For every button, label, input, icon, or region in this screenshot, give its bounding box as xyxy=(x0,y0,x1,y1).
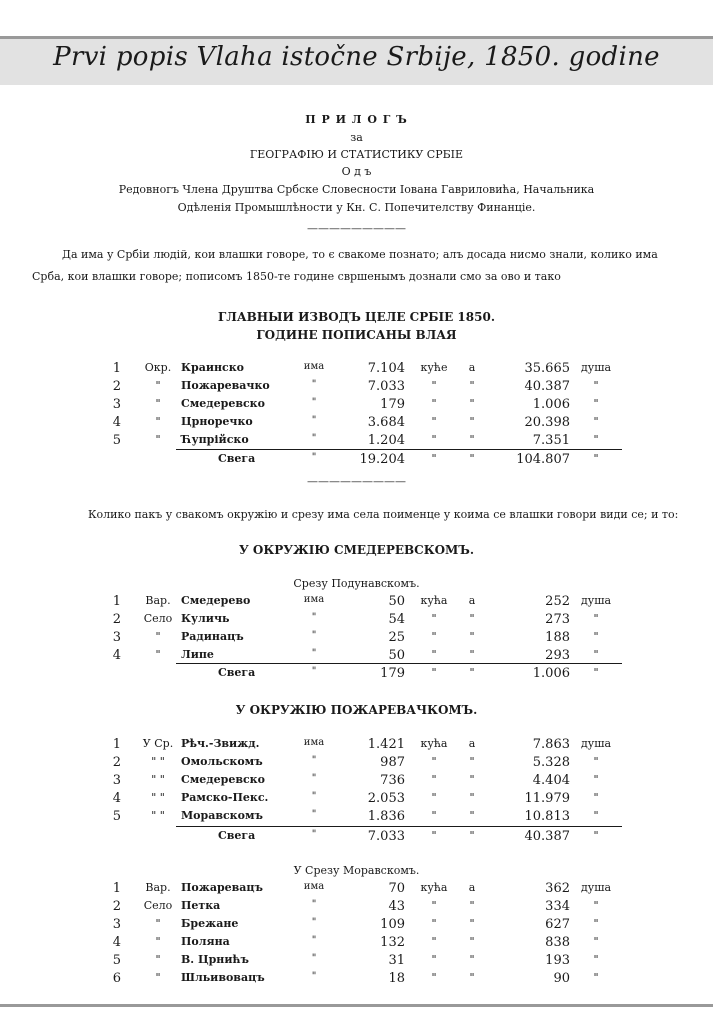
total-ima: " xyxy=(311,452,317,463)
heading-za: за xyxy=(350,131,363,144)
summary-title-2: ГОДИНЕ ПОПИСАНЫ ВЛАЯ xyxy=(256,328,457,342)
row-dusa: душа xyxy=(580,737,612,750)
table-row xyxy=(0,612,713,629)
row-kuce: " xyxy=(431,433,437,446)
row-number: 4 xyxy=(112,415,121,430)
row-kuce: " xyxy=(431,917,437,930)
table-row xyxy=(0,881,713,898)
row-kuce: " xyxy=(431,755,437,768)
row-kuce: " xyxy=(431,397,437,410)
row-souls: 273 xyxy=(545,612,570,627)
row-type: " " xyxy=(151,755,165,768)
row-number: 3 xyxy=(112,773,121,788)
row-houses: 1.836 xyxy=(367,809,405,824)
total-label: Свега xyxy=(218,829,256,842)
intro-line-2: Срба, кои влашки говоре; пописомъ 1850-те године свршенымъ дознали смо за ово и тако xyxy=(32,270,561,283)
row-name: Црноречко xyxy=(181,415,253,428)
heading-rule: ————————— xyxy=(307,222,406,235)
row-houses: 25 xyxy=(388,630,405,645)
row-kuce: " xyxy=(431,953,437,966)
row-type: " xyxy=(155,935,161,948)
row-kuce: " xyxy=(431,791,437,804)
row-dusa: " xyxy=(593,648,599,661)
pozarevac-total-rule xyxy=(176,826,622,827)
row-ima: " xyxy=(311,791,317,802)
pozarevac-total-row xyxy=(0,829,713,846)
row-souls: 11.979 xyxy=(524,791,570,806)
row-houses: 987 xyxy=(380,755,405,770)
row-a: " xyxy=(469,397,475,410)
row-kuce: " xyxy=(431,415,437,428)
row-type: " xyxy=(155,971,161,984)
smederevo-total-row xyxy=(0,666,713,683)
row-name: Липе xyxy=(181,648,214,661)
row-number: 5 xyxy=(112,433,121,448)
row-type: " xyxy=(155,433,161,446)
row-number: 5 xyxy=(112,809,121,824)
row-type: Село xyxy=(143,612,173,625)
row-a: " xyxy=(469,791,475,804)
row-kuce: куће xyxy=(420,361,448,374)
row-dusa: " xyxy=(593,755,599,768)
total-houses: 19.204 xyxy=(359,452,405,467)
row-dusa: " xyxy=(593,433,599,446)
row-name: Рѣч.-Звижд. xyxy=(181,737,260,750)
row-a: а xyxy=(468,737,476,750)
row-dusa: " xyxy=(593,917,599,930)
row-souls: 627 xyxy=(545,917,570,932)
row-name: Поляна xyxy=(181,935,230,948)
table-row xyxy=(0,630,713,647)
row-a: а xyxy=(468,361,476,374)
row-dusa: " xyxy=(593,935,599,948)
row-houses: 736 xyxy=(380,773,405,788)
row-souls: 252 xyxy=(545,594,570,609)
row-souls: 4.404 xyxy=(532,773,570,788)
row-number: 3 xyxy=(112,397,121,412)
table-row xyxy=(0,809,713,826)
row-number: 6 xyxy=(112,971,121,986)
page-header-title: Prvi popis Vlaha istočne Srbije, 1850. godine xyxy=(53,42,660,72)
row-dusa: " xyxy=(593,791,599,804)
row-dusa: " xyxy=(593,379,599,392)
row-houses: 7.104 xyxy=(367,361,405,376)
row-souls: 838 xyxy=(545,935,570,950)
row-name: Ћупрійско xyxy=(181,433,249,446)
row-dusa: душа xyxy=(580,594,612,607)
row-type: " xyxy=(155,917,161,930)
total-souls: 40.387 xyxy=(524,829,570,844)
row-ima: има xyxy=(303,881,325,892)
row-a: " xyxy=(469,433,475,446)
row-a: " xyxy=(469,648,475,661)
table-row xyxy=(0,935,713,952)
row-kuce: " xyxy=(431,773,437,786)
table-row xyxy=(0,791,713,808)
row-a: " xyxy=(469,755,475,768)
row-kuce: кућа xyxy=(420,737,448,750)
row-ima: има xyxy=(303,737,325,748)
row-houses: 54 xyxy=(388,612,405,627)
row-souls: 35.665 xyxy=(524,361,570,376)
row-kuce: " xyxy=(431,935,437,948)
heading-od: О д ъ xyxy=(341,165,372,178)
row-type: " xyxy=(155,630,161,643)
row-type: Село xyxy=(143,899,173,912)
row-type: " " xyxy=(151,791,165,804)
row-souls: 40.387 xyxy=(524,379,570,394)
row-houses: 179 xyxy=(380,397,405,412)
table-row xyxy=(0,361,713,378)
table-row xyxy=(0,917,713,934)
row-houses: 50 xyxy=(388,648,405,663)
row-ima: " xyxy=(311,917,317,928)
row-name: Рамско-Пекс. xyxy=(181,791,269,804)
row-kuce: " xyxy=(431,630,437,643)
row-dusa: " xyxy=(593,773,599,786)
row-dusa: " xyxy=(593,630,599,643)
row-souls: 362 xyxy=(545,881,570,896)
row-a: а xyxy=(468,594,476,607)
summary-title-1: ГЛАВНЫИ ИЗВОДЪ ЦЕЛЕ СРБІЕ 1850. xyxy=(217,310,496,324)
row-souls: 7.351 xyxy=(532,433,570,448)
smederevo-title: У ОКРУЖІЮ СМЕДЕРЕВСКОМЪ. xyxy=(239,543,474,557)
row-dusa: душа xyxy=(580,881,612,894)
row-dusa: " xyxy=(593,612,599,625)
row-kuce: " xyxy=(431,899,437,912)
row-a: " xyxy=(469,612,475,625)
row-number: 4 xyxy=(112,791,121,806)
total-kuce: " xyxy=(431,452,437,465)
table-row xyxy=(0,433,713,450)
total-label: Свега xyxy=(218,666,256,679)
table-row xyxy=(0,971,713,988)
row-ima: " xyxy=(311,773,317,784)
row-name: Пожаревачко xyxy=(181,379,270,392)
row-name: Пожаревацъ xyxy=(181,881,263,894)
row-houses: 1.204 xyxy=(367,433,405,448)
row-number: 3 xyxy=(112,917,121,932)
row-houses: 132 xyxy=(380,935,405,950)
row-type: У Ср. xyxy=(142,737,174,750)
row-type: Вар. xyxy=(145,881,171,894)
row-souls: 90 xyxy=(553,971,570,986)
row-ima: " xyxy=(311,379,317,390)
row-ima: " xyxy=(311,612,317,623)
summary-total-rule xyxy=(176,449,622,450)
table-row xyxy=(0,415,713,432)
total-souls: 1.006 xyxy=(532,666,570,681)
row-name: Краинско xyxy=(181,361,245,374)
row-a: " xyxy=(469,773,475,786)
row-number: 2 xyxy=(112,899,121,914)
row-a: " xyxy=(469,379,475,392)
row-name: Радинацъ xyxy=(181,630,244,643)
row-ima: " xyxy=(311,433,317,444)
table-row xyxy=(0,397,713,414)
summary-rule: ————————— xyxy=(307,475,406,488)
row-ima: " xyxy=(311,630,317,641)
total-ima: " xyxy=(311,666,317,677)
total-dusa: " xyxy=(593,452,599,465)
row-name: В. Црнићъ xyxy=(181,953,249,966)
pozarevac-title: У ОКРУЖІЮ ПОЖАРЕВАЧКОМЪ. xyxy=(235,703,478,717)
total-a: " xyxy=(469,666,475,679)
morava-subtitle: У Срезу Моравскомъ. xyxy=(293,864,420,877)
row-number: 1 xyxy=(112,737,121,752)
row-number: 4 xyxy=(112,935,121,950)
row-kuce: кућа xyxy=(420,594,448,607)
row-dusa: " xyxy=(593,397,599,410)
row-dusa: " xyxy=(593,953,599,966)
row-souls: 7.863 xyxy=(532,737,570,752)
bottom-rule xyxy=(0,1004,713,1007)
row-number: 3 xyxy=(112,630,121,645)
row-souls: 193 xyxy=(545,953,570,968)
summary-total-row xyxy=(0,452,713,469)
row-a: а xyxy=(468,881,476,894)
intro-line-1: Да има у Србіи людій, кои влашки говоре, то є свакоме познато; алъ досада нисмо знали, колико има xyxy=(62,248,658,261)
row-name: Смедеревско xyxy=(181,397,265,410)
heading-geografia: ГЕОГРАФІЮ И СТАТИСТИКУ СРБІЕ xyxy=(249,148,464,161)
table-row xyxy=(0,953,713,970)
row-kuce: кућа xyxy=(420,881,448,894)
row-type: " " xyxy=(151,773,165,786)
row-souls: 10.813 xyxy=(524,809,570,824)
row-type: " xyxy=(155,415,161,428)
row-houses: 7.033 xyxy=(367,379,405,394)
row-ima: " xyxy=(311,899,317,910)
total-kuce: " xyxy=(431,829,437,842)
row-number: 2 xyxy=(112,755,121,770)
total-souls: 104.807 xyxy=(516,452,570,467)
total-a: " xyxy=(469,452,475,465)
row-dusa: " xyxy=(593,971,599,984)
row-ima: " xyxy=(311,397,317,408)
row-number: 1 xyxy=(112,594,121,609)
row-houses: 1.421 xyxy=(367,737,405,752)
table-row xyxy=(0,899,713,916)
total-a: " xyxy=(469,829,475,842)
row-dusa: душа xyxy=(580,361,612,374)
heading-department: Одѣленія Промышлѣности у Кн. С. Попечителству Финанціе. xyxy=(177,201,536,214)
row-type: Вар. xyxy=(145,594,171,607)
total-dusa: " xyxy=(593,666,599,679)
row-a: " xyxy=(469,917,475,930)
table-row xyxy=(0,379,713,396)
row-souls: 5.328 xyxy=(532,755,570,770)
total-houses: 7.033 xyxy=(367,829,405,844)
row-ima: " xyxy=(311,415,317,426)
row-name: Моравскомъ xyxy=(181,809,263,822)
row-ima: " xyxy=(311,755,317,766)
row-type: " xyxy=(155,379,161,392)
row-dusa: " xyxy=(593,809,599,822)
heading-prilog: П Р И Л О Г Ъ xyxy=(305,113,408,126)
row-name: Куличь xyxy=(181,612,230,625)
row-type: Окр. xyxy=(144,361,172,374)
row-name: Брежане xyxy=(181,917,239,930)
smederevo-total-rule xyxy=(176,663,622,664)
table-row xyxy=(0,594,713,611)
row-kuce: " xyxy=(431,379,437,392)
row-kuce: " xyxy=(431,612,437,625)
row-number: 1 xyxy=(112,881,121,896)
row-dusa: " xyxy=(593,415,599,428)
row-ima: " xyxy=(311,935,317,946)
row-kuce: " xyxy=(431,809,437,822)
row-houses: 31 xyxy=(388,953,405,968)
row-kuce: " xyxy=(431,971,437,984)
row-houses: 50 xyxy=(388,594,405,609)
row-number: 4 xyxy=(112,648,121,663)
row-a: " xyxy=(469,935,475,948)
row-name: Омольскомъ xyxy=(181,755,263,768)
table-row xyxy=(0,755,713,772)
total-dusa: " xyxy=(593,829,599,842)
row-name: Петка xyxy=(181,899,221,912)
row-ima: " xyxy=(311,953,317,964)
row-houses: 70 xyxy=(388,881,405,896)
row-souls: 188 xyxy=(545,630,570,645)
row-dusa: " xyxy=(593,899,599,912)
row-houses: 43 xyxy=(388,899,405,914)
row-ima: " xyxy=(311,809,317,820)
table-row xyxy=(0,773,713,790)
row-souls: 293 xyxy=(545,648,570,663)
row-houses: 3.684 xyxy=(367,415,405,430)
row-name: Смедерево xyxy=(181,594,251,607)
table-row xyxy=(0,737,713,754)
row-souls: 334 xyxy=(545,899,570,914)
row-ima: има xyxy=(303,361,325,372)
row-number: 2 xyxy=(112,379,121,394)
row-souls: 1.006 xyxy=(532,397,570,412)
row-name: Смедеревско xyxy=(181,773,265,786)
row-number: 2 xyxy=(112,612,121,627)
row-a: " xyxy=(469,415,475,428)
row-type: " " xyxy=(151,809,165,822)
row-ima: има xyxy=(303,594,325,605)
row-number: 5 xyxy=(112,953,121,968)
row-houses: 2.053 xyxy=(367,791,405,806)
row-a: " xyxy=(469,953,475,966)
row-a: " xyxy=(469,971,475,984)
row-type: " xyxy=(155,397,161,410)
row-kuce: " xyxy=(431,648,437,661)
row-souls: 20.398 xyxy=(524,415,570,430)
row-a: " xyxy=(469,630,475,643)
row-a: " xyxy=(469,899,475,912)
row-a: " xyxy=(469,809,475,822)
total-label: Свега xyxy=(218,452,256,465)
total-kuce: " xyxy=(431,666,437,679)
row-houses: 18 xyxy=(388,971,405,986)
heading-author: Редовногъ Члена Друштва Србске Словесности Іована Гавриловића, Начальника xyxy=(118,183,595,196)
row-houses: 109 xyxy=(380,917,405,932)
intro-2: Колико пакъ у свакомъ окружію и срезу има села поименце у коима се влашки говори види се; и то: xyxy=(88,508,679,521)
row-ima: " xyxy=(311,648,317,659)
smederevo-subtitle: Срезу Подунавскомъ. xyxy=(293,577,420,590)
total-ima: " xyxy=(311,829,317,840)
total-houses: 179 xyxy=(380,666,405,681)
row-ima: " xyxy=(311,971,317,982)
row-type: " xyxy=(155,648,161,661)
row-name: Шльивовацъ xyxy=(181,971,265,984)
row-number: 1 xyxy=(112,361,121,376)
row-type: " xyxy=(155,953,161,966)
